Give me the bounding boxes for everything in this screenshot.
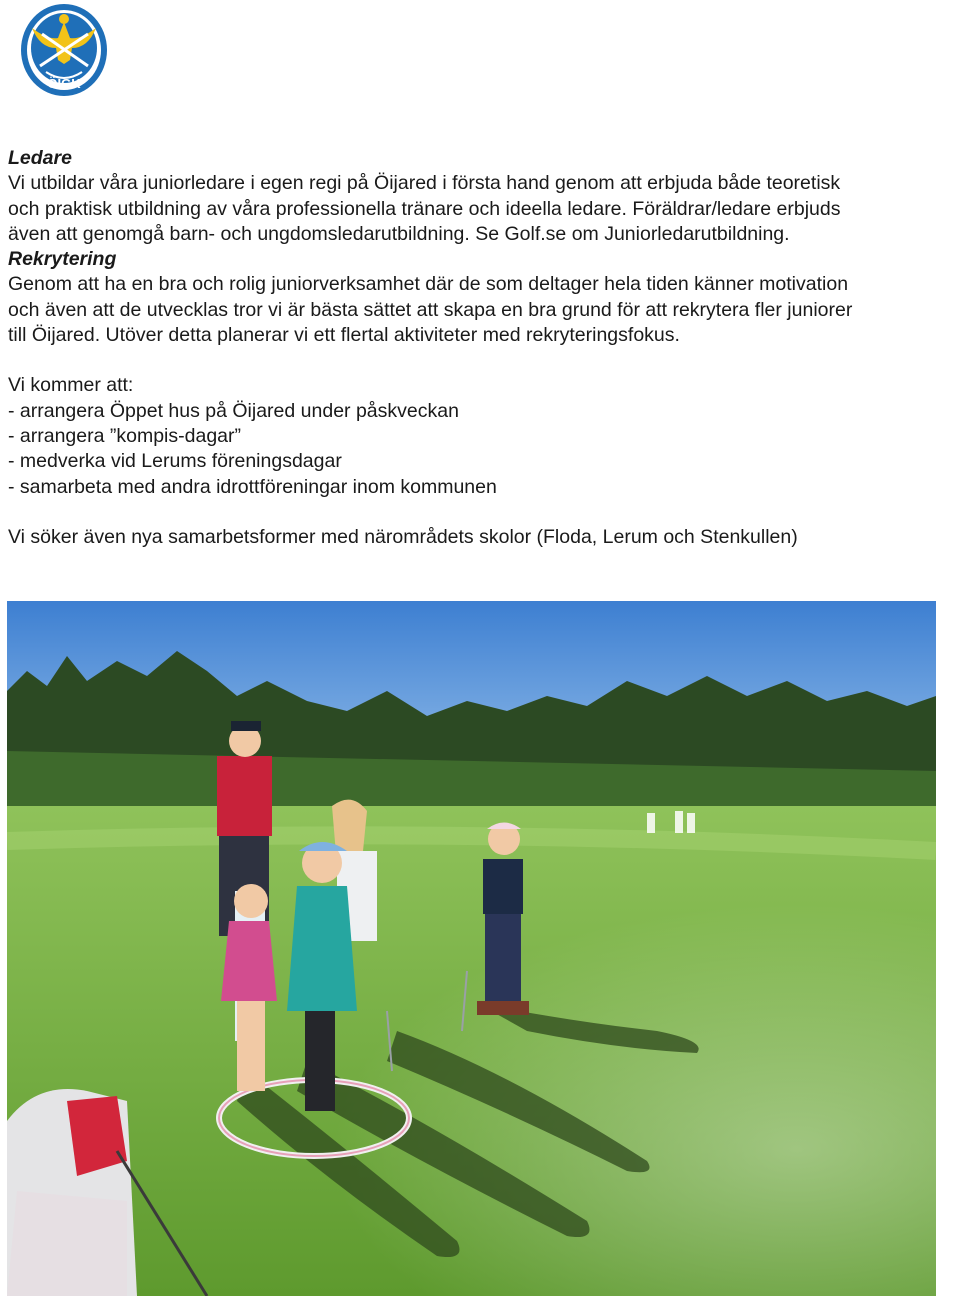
heading-ledare: Ledare xyxy=(8,147,72,169)
rekrytering-line-2: och även att de utvecklas tror vi är bästa sättet att skapa en bra grund för att rekrytera fler juniorer xyxy=(8,298,853,321)
logo-text: ÖIGK xyxy=(47,76,81,91)
list-item: - arrangera ”kompis-dagar” xyxy=(8,424,242,447)
ledare-line-2: och praktisk utbildning av våra professionella tränare och ideella ledare. Föräldrar/ledare erbjuds xyxy=(8,197,841,220)
list-item: - samarbeta med andra idrottföreningar inom kommunen xyxy=(8,475,497,498)
schools-paragraph: Vi söker även nya samarbetsformer med närområdets skolor (Floda, Lerum och Stenkullen) xyxy=(8,525,798,548)
rekrytering-line-1: Genom att ha en bra och rolig juniorverksamhet där de som deltager hela tiden känner motivation xyxy=(8,273,849,296)
golf-juniors-photo xyxy=(7,601,936,1296)
rekrytering-line-3: till Öijared. Utöver detta planerar vi ett flertal aktiviteter med rekryteringsfokus. xyxy=(8,324,680,347)
activities-intro: Vi kommer att: xyxy=(8,374,134,397)
ledare-line-1: Vi utbildar våra juniorledare i egen regi på Öijared i första hand genom att erbjuda både teoretisk xyxy=(8,172,841,195)
club-logo xyxy=(18,2,110,98)
list-item: - arrangera Öppet hus på Öijared under påskveckan xyxy=(8,399,459,422)
heading-rekrytering: Rekrytering xyxy=(8,248,117,271)
list-item: - medverka vid Lerums föreningsdagar xyxy=(8,450,342,473)
ledare-line-3: även att genomgå barn- och ungdomsledarutbildning. Se Golf.se om Juniorledarutbildning. xyxy=(8,222,790,245)
document-body xyxy=(8,146,958,550)
